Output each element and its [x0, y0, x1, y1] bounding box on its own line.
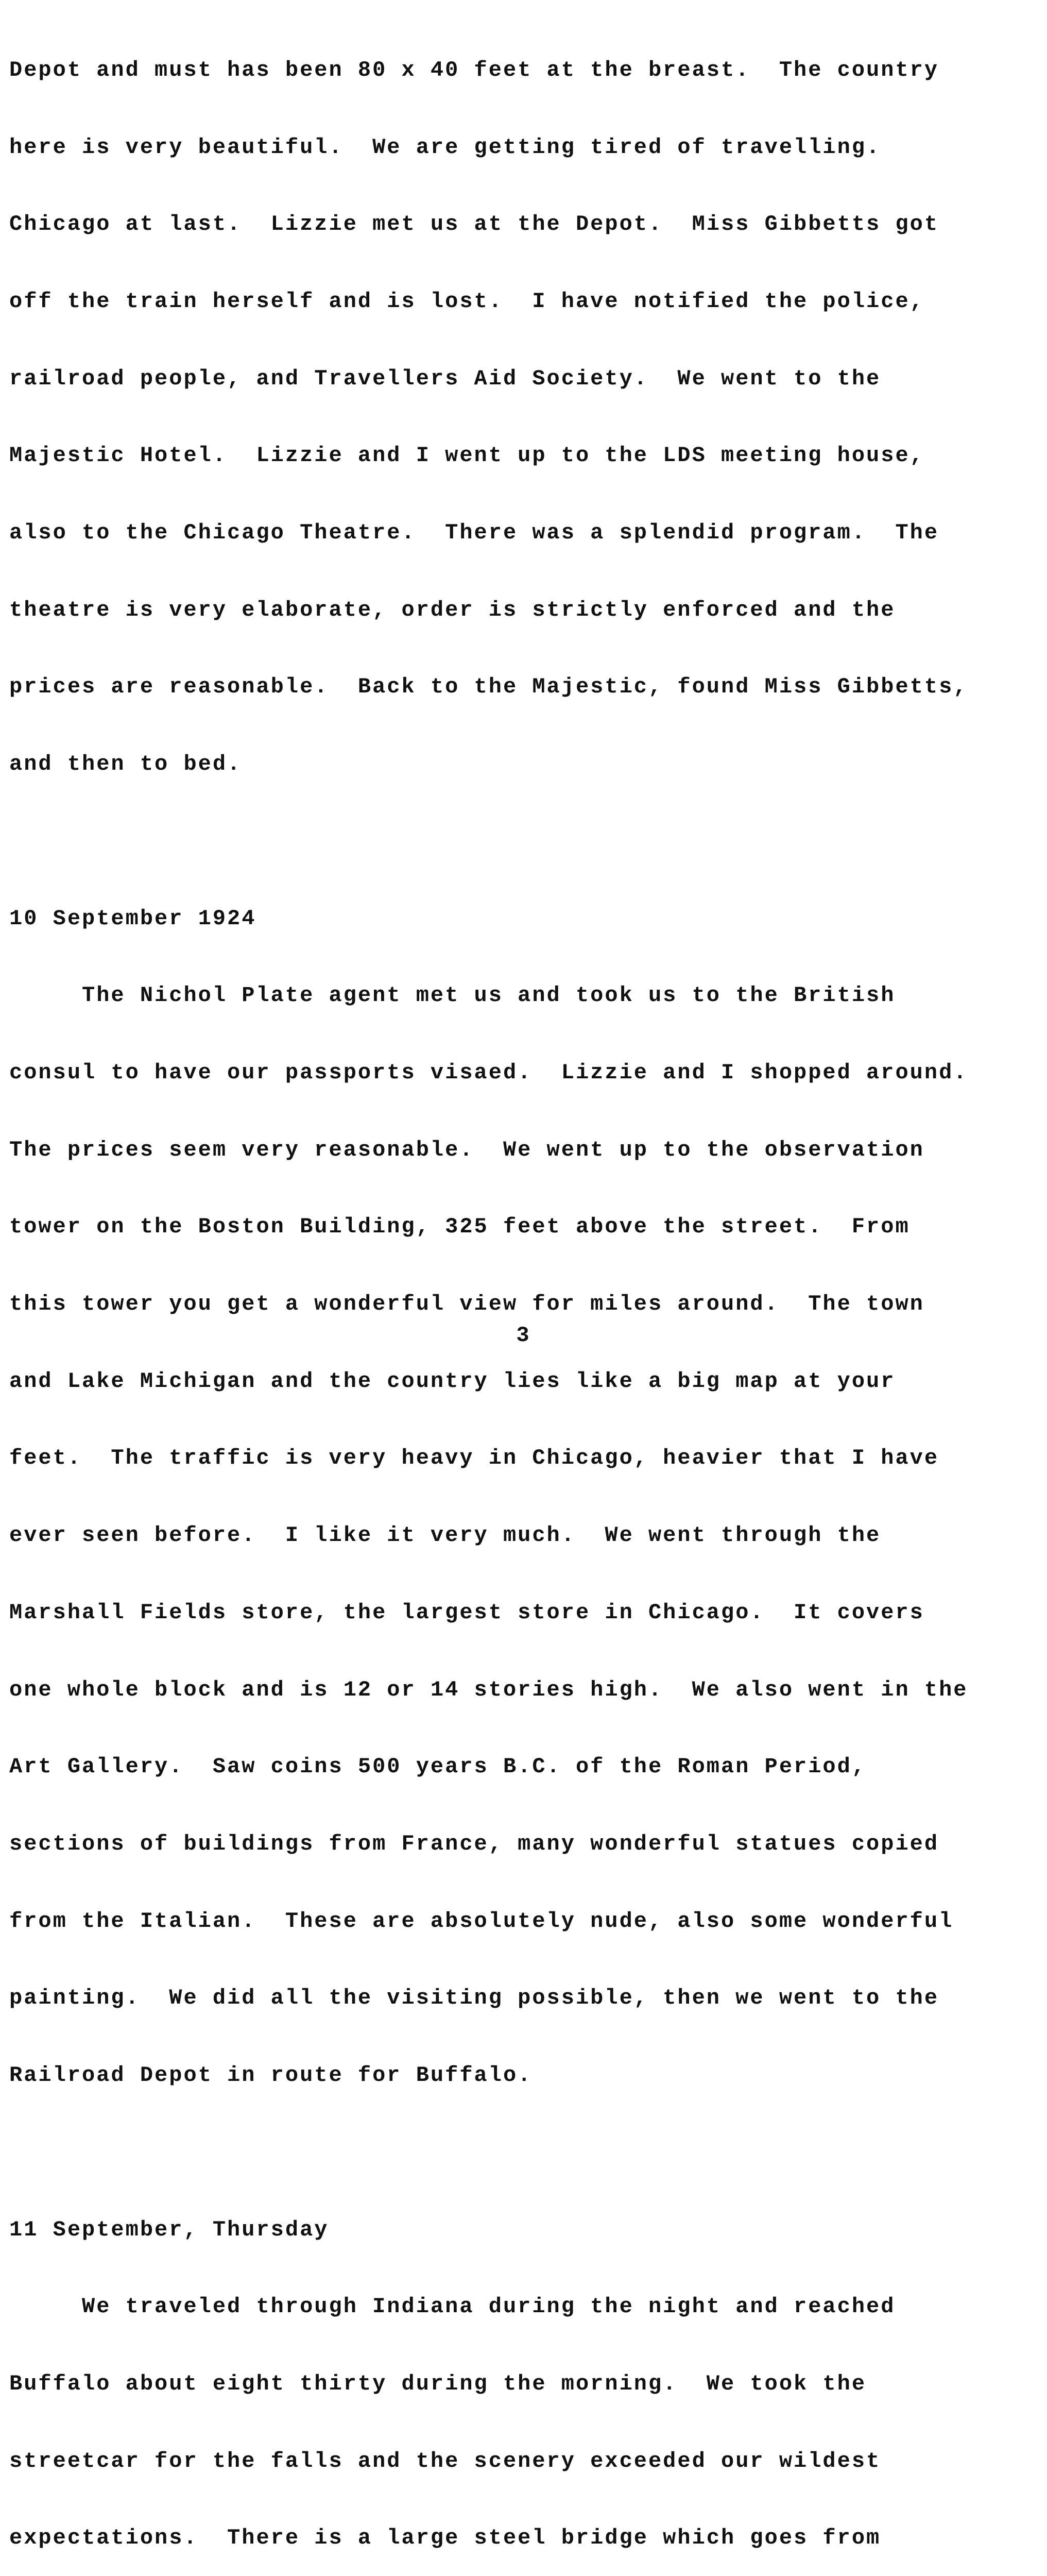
text-line: The Nichol Plate agent met us and took us to the British: [9, 983, 896, 1008]
text-line: Marshall Fields store, the largest store in Chicago. It covers: [9, 1600, 924, 1625]
text-line: Buffalo about eight thirty during the morning. We took the: [9, 2371, 867, 2396]
text-line: feet. The traffic is very heavy in Chicago, heavier that I have: [9, 1446, 939, 1471]
text-line: Majestic Hotel. Lizzie and I went up to the LDS meeting house,: [9, 443, 924, 468]
page-number: 3: [516, 1323, 531, 1348]
text-line: consul to have our passports visaed. Lizzie and I shopped around.: [9, 1060, 968, 1085]
text-line: here is very beautiful. We are getting tired of travelling.: [9, 134, 881, 160]
text-line: Depot and must has been 80 x 40 feet at the breast. The country: [9, 57, 939, 82]
date-heading: 11 September, Thursday: [9, 2217, 329, 2242]
text-line: and Lake Michigan and the country lies like a big map at your: [9, 1368, 896, 1394]
text-line: also to the Chicago Theatre. There was a splendid program. The: [9, 520, 939, 546]
text-line: tower on the Boston Building, 325 feet above the street. From: [9, 1214, 910, 1240]
text-line: from the Italian. These are absolutely nude, also some wonderful: [9, 1908, 954, 1934]
date-heading: 10 September 1924: [9, 906, 256, 931]
text-line: off the train herself and is lost. I have notified the police,: [9, 289, 924, 314]
blank-line: [9, 829, 1039, 855]
text-line: Chicago at last. Lizzie met us at the Depot. Miss Gibbetts got: [9, 212, 939, 237]
text-line: expectations. There is a large steel bridge which goes from: [9, 2526, 881, 2551]
text-line: streetcar for the falls and the scenery exceeded our wildest: [9, 2448, 881, 2473]
text-line: railroad people, and Travellers Aid Society. We went to the: [9, 366, 881, 391]
blank-line: [9, 2140, 1039, 2166]
text-line: theatre is very elaborate, order is strictly enforced and the: [9, 597, 896, 622]
text-line: We traveled through Indiana during the night and reached: [9, 2294, 896, 2319]
text-line: one whole block and is 12 or 14 stories high. We also went in the: [9, 1677, 968, 1702]
text-line: prices are reasonable. Back to the Majestic, found Miss Gibbetts,: [9, 674, 968, 700]
text-line: this tower you get a wonderful view for miles around. The town: [9, 1292, 924, 1317]
text-line: painting. We did all the visiting possible, then we went to the: [9, 1986, 939, 2011]
text-line: sections of buildings from France, many wonderful statues copied: [9, 1831, 939, 1856]
text-line: ever seen before. I like it very much. We went through the: [9, 1523, 881, 1548]
typed-text-body: [9, 6, 1039, 2576]
text-line: The prices seem very reasonable. We went up to the observation: [9, 1137, 924, 1162]
text-line: Railroad Depot in route for Buffalo.: [9, 2063, 533, 2088]
text-line: Art Gallery. Saw coins 500 years B.C. of the Roman Period,: [9, 1754, 867, 1780]
text-line: and then to bed.: [9, 752, 242, 777]
